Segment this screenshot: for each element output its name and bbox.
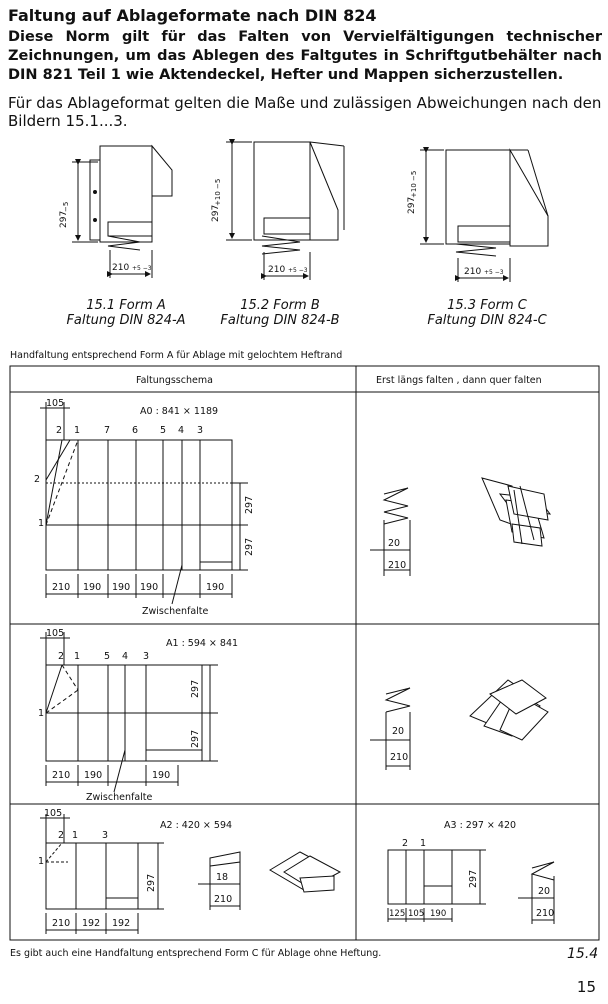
- figure-15-2-number: 15.2 Form B: [240, 298, 320, 313]
- fig1-height-tol: −5: [62, 201, 70, 212]
- a3-bottom-dim-2: 105: [408, 909, 425, 919]
- footnote: Es gibt auch eine Handfaltung entsprechend Form C für Ablage ohne Heftung.: [10, 948, 382, 959]
- fig3-width-tol: +5 −3: [484, 269, 504, 276]
- a0-right-dim-2: 297: [244, 537, 255, 556]
- a1-bottom-dim-3: 190: [152, 770, 171, 781]
- a2-bottom-dim-1: 210: [52, 918, 71, 929]
- figure-15-1-caption: [56, 298, 196, 328]
- a1-bottom-dim-1: 210: [52, 770, 71, 781]
- a1-fold-5: 5: [104, 651, 111, 662]
- fig1-height-label: 297: [59, 210, 69, 228]
- a2-side-dim-2: 210: [214, 894, 233, 905]
- a1-fold-3: 3: [143, 651, 150, 662]
- a0-bottom-dim-3: 190: [112, 582, 131, 593]
- a2-label: A2 : 420 × 594: [160, 820, 233, 831]
- a1-note: Zwischenfalte: [86, 792, 153, 803]
- a1-left-1: 1: [38, 708, 45, 719]
- figure-15-1-subtitle: Faltung DIN 824-A: [66, 313, 186, 328]
- a1-side-dim-1: 20: [392, 726, 405, 737]
- a2-bottom-dim-2: 192: [82, 918, 101, 929]
- a0-bottom-dim-4: 190: [140, 582, 159, 593]
- fig1-width-label: 210: [112, 263, 130, 273]
- a0-schema: [40, 402, 550, 604]
- figure-reference: 15.4: [567, 946, 599, 962]
- a1-side-dim-2: 210: [390, 752, 409, 763]
- a3-fold-2: 2: [402, 838, 409, 849]
- a2-left-1: 1: [38, 856, 45, 867]
- fig2-width-tol: +5 −3: [288, 267, 308, 274]
- header-faltungsschema: Faltungsschema: [136, 375, 213, 386]
- a1-fold-1: 1: [74, 651, 81, 662]
- a2-fold-3: 3: [102, 830, 109, 841]
- figure-15-3-caption: [412, 298, 562, 328]
- figure-15-1-number: 15.1 Form A: [86, 298, 166, 313]
- a0-fold-5: 5: [160, 425, 167, 436]
- fig2-width-label: 210: [268, 265, 286, 275]
- a0-side-dim-2: 210: [388, 560, 407, 571]
- figure-15-2-subtitle: Faltung DIN 824-B: [220, 313, 340, 328]
- a0-fold-6: 6: [132, 425, 139, 436]
- fig3-height-tol: +10 −5: [410, 170, 418, 198]
- a1-top-dim: 105: [46, 628, 65, 639]
- a2-side-dim-1: 18: [216, 872, 229, 883]
- a0-side-dim-1: 20: [388, 538, 401, 549]
- a3-side-dim-1: 20: [538, 886, 551, 897]
- a2-fold-1: 1: [72, 830, 79, 841]
- a1-right-dim-2: 297: [190, 729, 201, 748]
- a2-schema: [40, 814, 340, 934]
- a1-bottom-dim-2: 190: [84, 770, 103, 781]
- page-number: 15: [576, 978, 596, 996]
- figure-15-3-drawing: [420, 150, 548, 282]
- a0-bottom-dim-2: 190: [83, 582, 102, 593]
- a1-schema: [40, 632, 548, 792]
- a3-bottom-dim-3: 190: [430, 909, 447, 919]
- a1-label: A1 : 594 × 841: [166, 638, 239, 649]
- fig3-height-label: 297: [407, 196, 417, 214]
- a3-label: A3 : 297 × 420: [444, 820, 517, 831]
- a3-side-dim-2: 210: [536, 908, 555, 919]
- a0-bottom-dim-1: 210: [52, 582, 71, 593]
- a1-fold-4: 4: [122, 651, 129, 662]
- figure-15-3-number: 15.3 Form C: [447, 298, 527, 313]
- a0-label: A0 : 841 × 1189: [140, 406, 219, 417]
- a0-bottom-dim-5: 190: [206, 582, 225, 593]
- a0-fold-2: 2: [56, 425, 63, 436]
- a2-fold-2: 2: [58, 830, 65, 841]
- fig1-width-tol: +5 −3: [132, 265, 152, 272]
- intro-note: Für das Ablageformat gelten die Maße und zulässigen Abweichungen nach den Bildern 15.1...3.: [8, 94, 602, 130]
- a2-bottom-dim-3: 192: [112, 918, 131, 929]
- figure-15-1-drawing: [72, 146, 172, 278]
- a1-right-dim-1: 297: [190, 679, 201, 698]
- a3-fold-1: 1: [420, 838, 427, 849]
- page-title: Faltung auf Ablageformate nach DIN 824: [8, 6, 377, 25]
- a2-top-dim: 105: [44, 808, 63, 819]
- a3-bottom-dim-1: 125: [389, 909, 406, 919]
- a0-note: Zwischenfalte: [142, 606, 209, 617]
- a2-right-dim-1: 297: [146, 873, 157, 892]
- a0-top-dim: 105: [46, 398, 65, 409]
- a0-fold-4: 4: [178, 425, 185, 436]
- figure-15-2-caption: [210, 298, 350, 328]
- table-caption: Handfaltung entsprechend Form A für Ablage mit gelochtem Heftrand: [10, 350, 343, 361]
- a0-left-1: 1: [38, 518, 45, 529]
- figure-15-3-subtitle: Faltung DIN 824-C: [427, 313, 547, 328]
- a0-right-dim-1: 297: [244, 495, 255, 514]
- intro-paragraph: Diese Norm gilt für das Falten von Vervielfältigungen technischer Zeichnungen, um das Ablegen des Faltgutes in Schriftgutbehälter nach DIN 821 Teil 1 wie Aktendeckel, Hefter und Mappen sicherzustellen.: [8, 29, 602, 83]
- a0-fold-1: 1: [74, 425, 81, 436]
- a0-fold-7: 7: [104, 425, 111, 436]
- a1-fold-2: 2: [58, 651, 65, 662]
- a0-left-2: 2: [34, 474, 41, 485]
- fig2-height-tol: +10 −5: [214, 178, 222, 206]
- fig2-height-label: 297: [211, 204, 221, 222]
- fig3-width-label: 210: [464, 267, 482, 277]
- header-falten: Erst längs falten , dann quer falten: [376, 375, 542, 386]
- figure-15-2-drawing: [226, 142, 344, 280]
- a3-right-dim-1: 297: [468, 869, 479, 888]
- a0-fold-3: 3: [197, 425, 204, 436]
